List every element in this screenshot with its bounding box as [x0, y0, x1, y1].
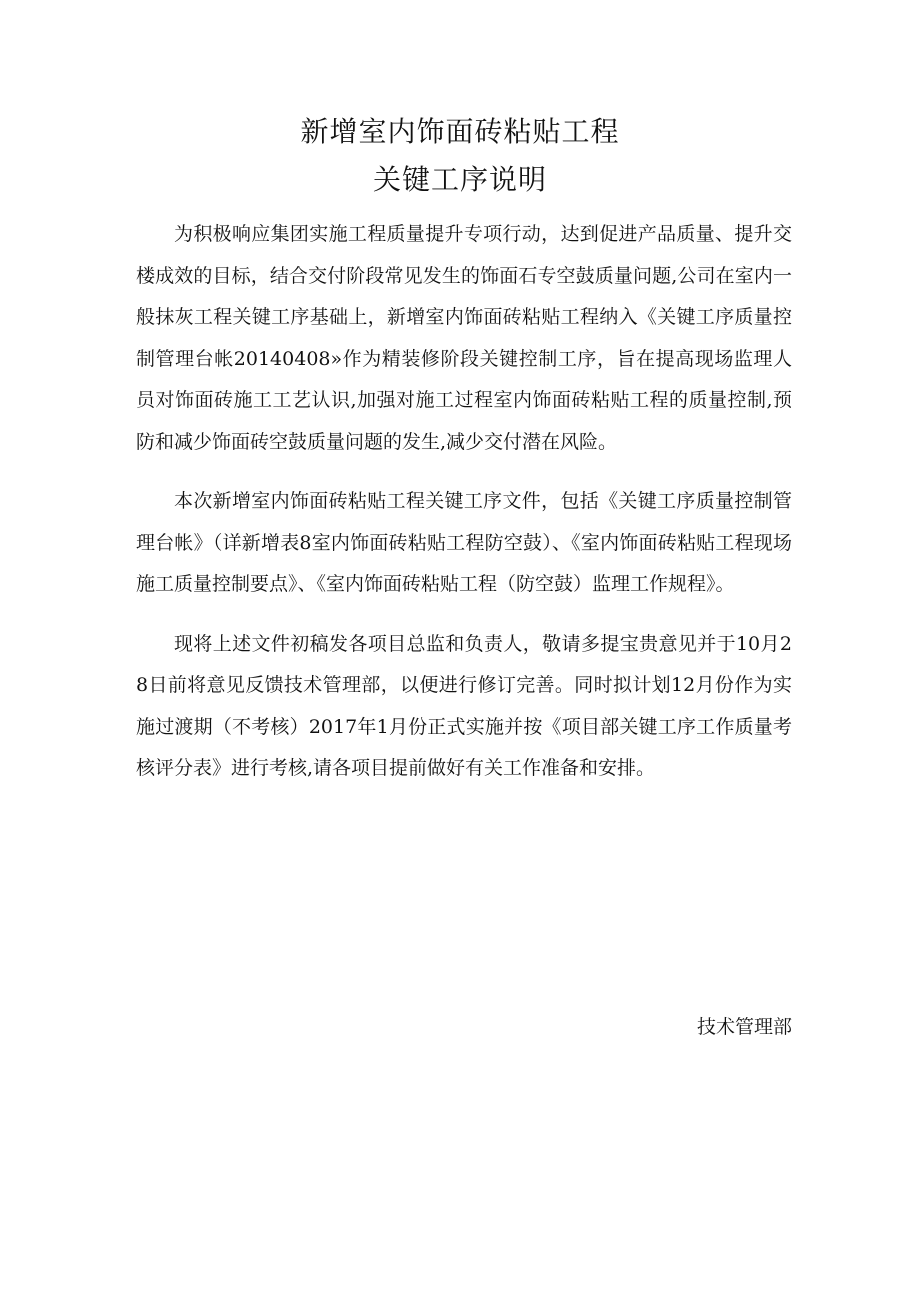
title-line-1: 新增室内饰面砖粘贴工程 — [300, 115, 620, 148]
paragraph-2: 本次新增室内饰面砖粘贴工程关键工序文件，包括《关键工序质量控制管理台帐》（详新增表8室内饰面砖粘贴工程防空鼓）、《室内饰面砖粘贴工程现场施工质量控制要点》、《室内饰面砖粘贴工程（防空鼓）监理工作规程》。 — [136, 490, 792, 595]
document-body — [136, 214, 792, 808]
paragraph-1: 为积极响应集团实施工程质量提升专项行动，达到促进产品质量、提升交楼成效的目标，结合交付阶段常见发生的饰面石专空鼓质量问题,公司在室内一般抹灰工程关键工序基础上，新增室内饰面砖粘贴工程纳入《关键工序质量控制管理台帐20140408»作为精装修阶段关键控制工序，旨在提高现场监理人员对饰面砖施工工艺认识,加强对施工过程室内饰面砖粘贴工程的质量控制,预防和减少饰面砖空鼓质量问题的发生,减少交付潜在风险。 — [136, 223, 792, 453]
title-line-2: 关键工序说明 — [372, 163, 547, 196]
signature: 技术管理部 — [696, 1016, 792, 1038]
paragraph-3: 现将上述文件初稿发各项目总监和负责人，敬请多提宝贵意见并于10月28日前将意见反馈技术管理部，以便进行修订完善。同时拟计划12月份作为实施过渡期（不考核）2017年1月份正式实施并按《项目部关键工序工作质量考核评分表》进行考核,请各项目提前做好有关工作准备和安排。 — [136, 632, 792, 779]
document-title — [0, 108, 920, 204]
